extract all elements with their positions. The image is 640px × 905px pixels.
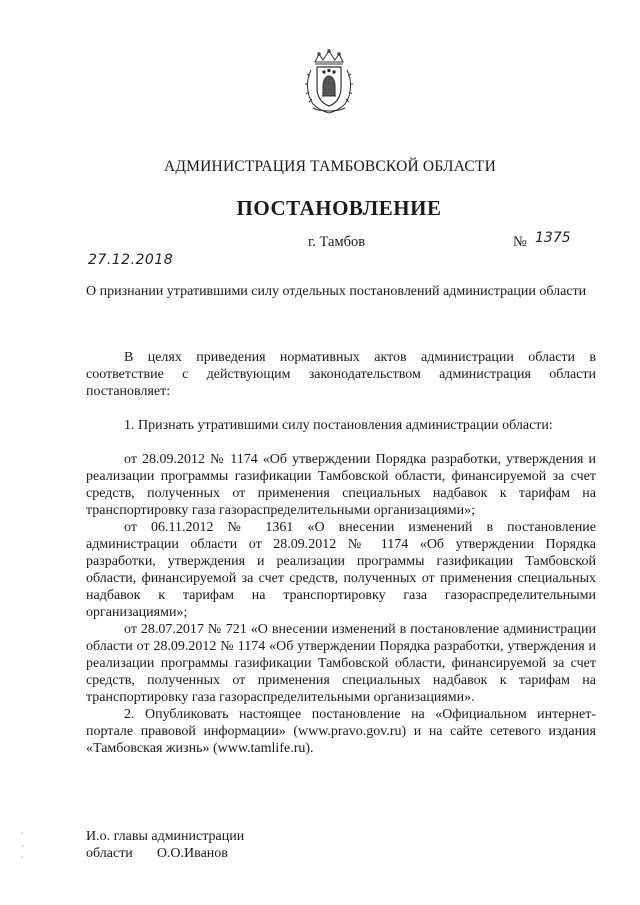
city: г. Тамбов [308,234,366,250]
item-2: 2. Опубликовать настоящее постановление на «Официальном интернет-портале правовой информации» (www.pravo.gov.ru) и на сайте сетевого издания «Тамбовская жизнь» (www.tamlife.ru). [86,707,596,756]
document-subject: О признании утратившими силу отдельных постановлений администрации области [86,284,587,299]
list-item: от 06.11.2012 № 1361 «О внесении изменений в постановление администрации области от 28.09.2012 № 1174 «Об утверждении Порядка разработки, утверждения и реализации программы газификации Тамбовской области, финансируемой за счет средств, полученных от применения специальных надбавок к тарифам на транспортировку газа газораспределительными организациями»; [86,520,596,620]
signatory-name: О.О.Иванов [156,846,228,861]
handwritten-date: 27.12.2018 [88,252,174,268]
signatory-title-line2: области [86,846,133,861]
organization-name: АДМИНИСТРАЦИЯ ТАМБОВСКОЙ ОБЛАСТИ [164,158,496,175]
preamble: В целях приведения нормативных актов администрации области в соответствие с действующим законодательством администрация области постановляет: [86,350,596,399]
number-label: № [513,234,527,250]
document-body [86,349,596,757]
scan-specks [20,830,26,860]
handwritten-number: 1375 [535,230,571,246]
list-item: от 28.07.2017 № 721 «О внесении изменений в постановление администрации области от 28.09.2012 № 1174 «Об утверждении Порядка разработки, утверждения и реализации программы газификации Тамбовской области, финансируемой за счет средств, полученных от применения специальных надбавок к тарифам на транспортировку газа газораспределительными организациями». [86,622,596,705]
coat-of-arms-icon [303,48,355,116]
list-item: от 28.09.2012 № 1174 «Об утверждении Порядка разработки, утверждения и реализации программы газификации Тамбовской области, финансируемой за счет средств, полученных от применения специальных надбавок к тарифам на транспортировку газа газораспределительными организациями»; [86,452,596,518]
item-1: 1. Признать утратившими силу постановления администрации области: [124,418,553,433]
signature-block [86,828,244,862]
signatory-title: И.о. главы администрации [86,829,245,844]
document-type: ПОСТАНОВЛЕНИЕ [236,196,442,220]
